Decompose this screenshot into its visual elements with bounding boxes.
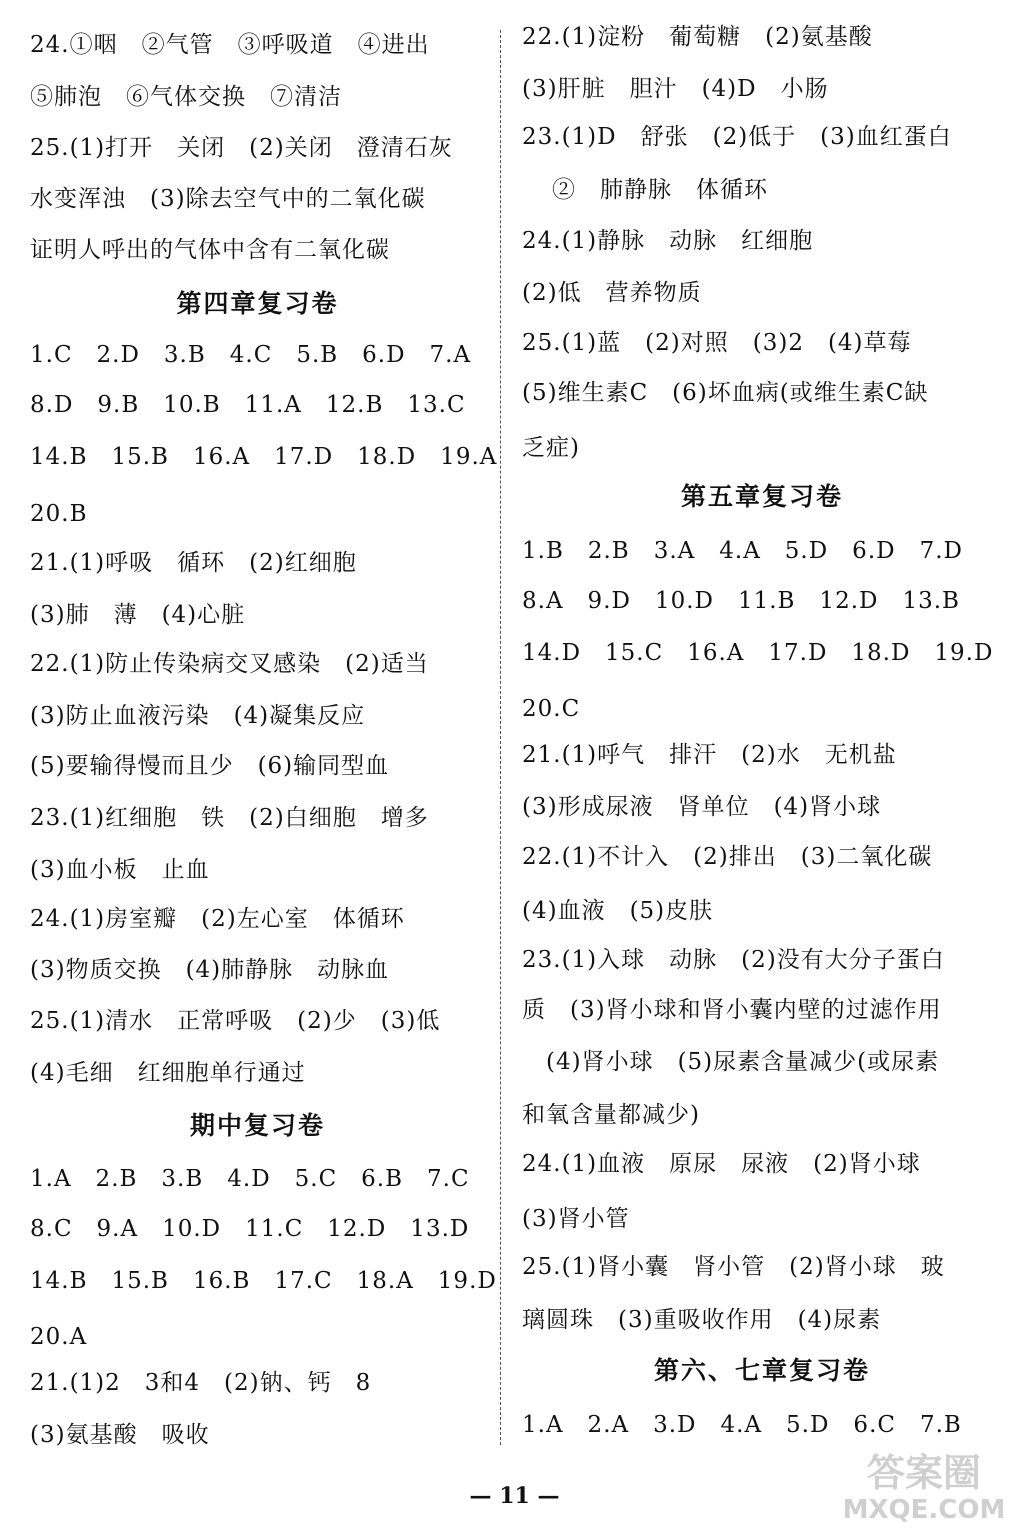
answer-line: 24.①咽 ②气管 ③呼吸道 ④进出: [30, 32, 430, 58]
answer-line: 22.(1)防止传染病交叉感染 (2)适当: [30, 651, 429, 677]
answer-line: 21.(1)呼气 排汗 (2)水 无机盐: [522, 742, 897, 768]
section-heading-chapter-5: 第五章复习卷: [680, 482, 843, 511]
answer-line: 22.(1)淀粉 葡萄糖 (2)氨基酸: [522, 24, 873, 50]
answer-line: 1.A 2.B 3.B 4.D 5.C 6.B 7.C: [30, 1166, 470, 1192]
answer-line: (3)肺 薄 (4)心脏: [30, 602, 246, 628]
answer-line: 20.C: [522, 696, 581, 722]
answer-line: 8.A 9.D 10.D 11.B 12.D 13.B: [522, 588, 960, 614]
answer-line: 23.(1)入球 动脉 (2)没有大分子蛋白: [522, 947, 945, 973]
answer-line: (5)要输得慢而且少 (6)输同型血: [30, 753, 390, 779]
answer-line: 23.(1)红细胞 铁 (2)白细胞 增多: [30, 805, 429, 831]
watermark-text: 答案圈: [866, 1451, 982, 1495]
answer-line: 20.A: [30, 1324, 88, 1350]
section-heading-chapter-6-7: 第六、七章复习卷: [653, 1356, 870, 1385]
answer-line: 质 (3)肾小球和肾小囊内壁的过滤作用: [522, 997, 942, 1023]
answer-line: 24.(1)房室瓣 (2)左心室 体循环: [30, 906, 405, 932]
answer-line: (3)物质交换 (4)肺静脉 动脉血: [30, 957, 390, 983]
answer-line: 乏症): [522, 435, 580, 461]
answer-line: (4)肾小球 (5)尿素含量减少(或尿素: [546, 1049, 940, 1075]
answer-line: 1.A 2.A 3.D 4.A 5.D 6.C 7.B: [522, 1412, 962, 1438]
answer-line: (3)防止血液污染 (4)凝集反应: [30, 703, 366, 729]
answer-line: (3)氨基酸 吸收: [30, 1422, 210, 1448]
watermark-logo-icon: [839, 1444, 1009, 1524]
answer-line: 23.(1)D 舒张 (2)低于 (3)血红蛋白: [522, 124, 952, 150]
answer-line: 22.(1)不计入 (2)排出 (3)二氧化碳: [522, 844, 933, 870]
answer-line: 8.C 9.A 10.D 11.C 12.D 13.D: [30, 1216, 470, 1242]
answer-line: 1.B 2.B 3.A 4.A 5.D 6.D 7.D: [522, 538, 963, 564]
answer-line: ⑤肺泡 ⑥气体交换 ⑦清洁: [30, 84, 342, 110]
answer-line: 21.(1)呼吸 循环 (2)红细胞: [30, 550, 357, 576]
answer-line: 25.(1)打开 关闭 (2)关闭 澄清石灰: [30, 135, 453, 161]
answer-line: (5)维生素C (6)坏血病(或维生素C缺: [522, 380, 929, 406]
answer-line: 25.(1)清水 正常呼吸 (2)少 (3)低: [30, 1008, 441, 1034]
answer-line: (3)肝脏 胆汁 (4)D 小肠: [522, 76, 829, 102]
answer-line: (4)血液 (5)皮肤: [522, 898, 714, 924]
answer-line: 24.(1)血液 原尿 尿液 (2)肾小球: [522, 1151, 921, 1177]
answer-line: 璃圆珠 (3)重吸收作用 (4)尿素: [522, 1307, 882, 1333]
answer-line: (3)血小板 止血: [30, 857, 210, 883]
watermark-url: MXQE.COM: [842, 1495, 1006, 1524]
answer-line: 21.(1)2 3和4 (2)钠、钙 8: [30, 1370, 372, 1396]
answer-line: 14.D 15.C 16.A 17.D 18.D 19.D: [522, 640, 994, 666]
section-heading-chapter-4: 第四章复习卷: [176, 289, 339, 318]
page-number: — 11 —: [469, 1483, 560, 1509]
answer-line: 20.B: [30, 501, 88, 527]
answer-line: 和氧含量都减少): [522, 1102, 700, 1128]
answer-line: 8.D 9.B 10.B 11.A 12.B 13.C: [30, 392, 466, 418]
answer-line: 14.B 15.B 16.A 17.D 18.D 19.A: [30, 444, 498, 470]
answer-line: (3)形成尿液 肾单位 (4)肾小球: [522, 794, 882, 820]
answer-line: 1.C 2.D 3.B 4.C 5.B 6.D 7.A: [30, 342, 472, 368]
answer-line: 水变浑浊 (3)除去空气中的二氧化碳: [30, 186, 426, 212]
answer-line: (4)毛细 红细胞单行通过: [30, 1060, 306, 1086]
answer-line: 24.(1)静脉 动脉 红细胞: [522, 228, 814, 254]
answer-line: ② 肺静脉 体循环: [552, 177, 768, 203]
section-heading-midterm: 期中复习卷: [189, 1111, 325, 1140]
answer-line: 25.(1)蓝 (2)对照 (3)2 (4)草莓: [522, 330, 912, 356]
answer-line: 14.B 15.B 16.B 17.C 18.A 19.D: [30, 1268, 497, 1294]
column-divider: [500, 30, 501, 1445]
answer-line: 25.(1)肾小囊 肾小管 (2)肾小球 玻: [522, 1254, 945, 1280]
answer-line: (2)低 营养物质: [522, 280, 702, 306]
answer-line: (3)肾小管: [522, 1206, 630, 1232]
answer-line: 证明人呼出的气体中含有二氧化碳: [30, 237, 390, 263]
